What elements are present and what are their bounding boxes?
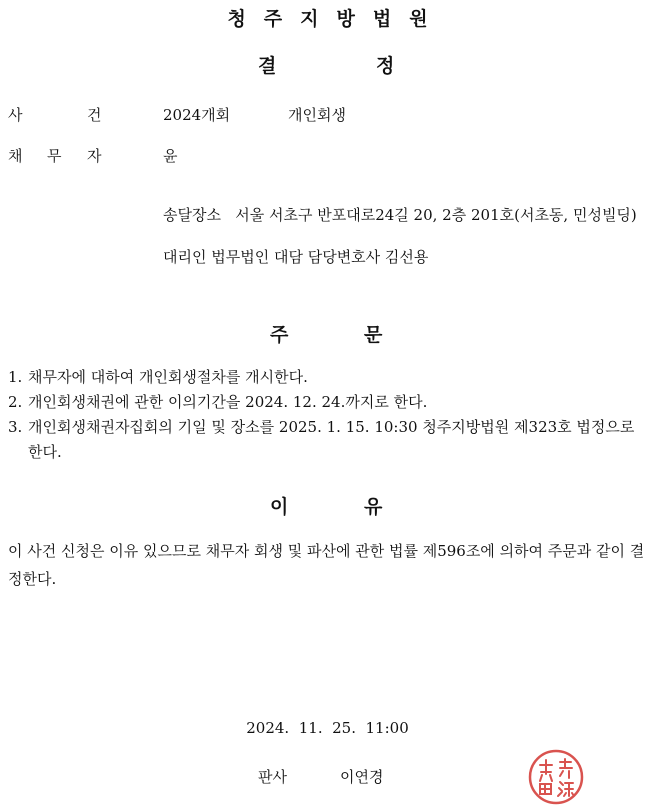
order-item-text: 채무자에 대하여 개인회생절차를 개시한다.: [28, 368, 308, 386]
court-seal: [527, 748, 585, 806]
title-left-char: 결: [258, 55, 277, 77]
debtor-label-char: 자: [87, 147, 102, 165]
court-name: 청주지방법원: [227, 8, 446, 30]
order-item-text: 개인회생채권에 관한 이의기간을 2024. 12. 24.까지로 한다.: [28, 393, 428, 411]
order-item-number: 3.: [8, 418, 23, 436]
case-type: 개인회생: [288, 106, 346, 124]
case-label-char: 사: [8, 106, 23, 124]
order-item-number: 1.: [8, 368, 23, 386]
reason-heading-left: 이: [270, 496, 289, 518]
reason-text: 이 사건 신청은 이유 있으므로 채무자 회생 및 파산에 관한 법률 제596조에 의하여 주문과 같이 결정한다.: [8, 542, 645, 588]
order-heading-left: 주: [270, 324, 289, 346]
order-item: [8, 415, 648, 465]
debtor-row: [0, 145, 655, 167]
debtor-name: 윤: [163, 147, 178, 165]
seal-glyphs: [540, 759, 574, 796]
legal-agent: 대리인 법무법인 대담 담당변호사 김선용: [163, 248, 429, 266]
service-address: 송달장소 서울 서초구 반포대로24길 20, 2층 201호(서초동, 민성빌딩): [163, 206, 637, 224]
order-item: [8, 365, 648, 390]
order-item-text: 개인회생채권자집회의 기일 및 장소를 2025. 1. 15. 10:30 청주지방법원 제323호 법정으로 한다.: [28, 418, 635, 461]
case-label-char: 건: [87, 106, 102, 124]
judge-name: 이연경: [340, 768, 384, 786]
decision-date: 2024. 11. 25. 11:00: [246, 719, 409, 737]
judge-title: 판사: [258, 768, 287, 786]
case-number: 2024개회: [163, 106, 231, 124]
order-item: [8, 390, 648, 415]
order-list: [8, 365, 648, 465]
reason-heading-right: 유: [364, 496, 383, 518]
case-row: [0, 104, 655, 126]
order-item-number: 2.: [8, 393, 23, 411]
title-right-char: 정: [376, 55, 395, 77]
order-heading-right: 문: [364, 324, 383, 346]
debtor-label-char: 채: [8, 147, 23, 165]
debtor-label-char: 무: [47, 147, 62, 165]
